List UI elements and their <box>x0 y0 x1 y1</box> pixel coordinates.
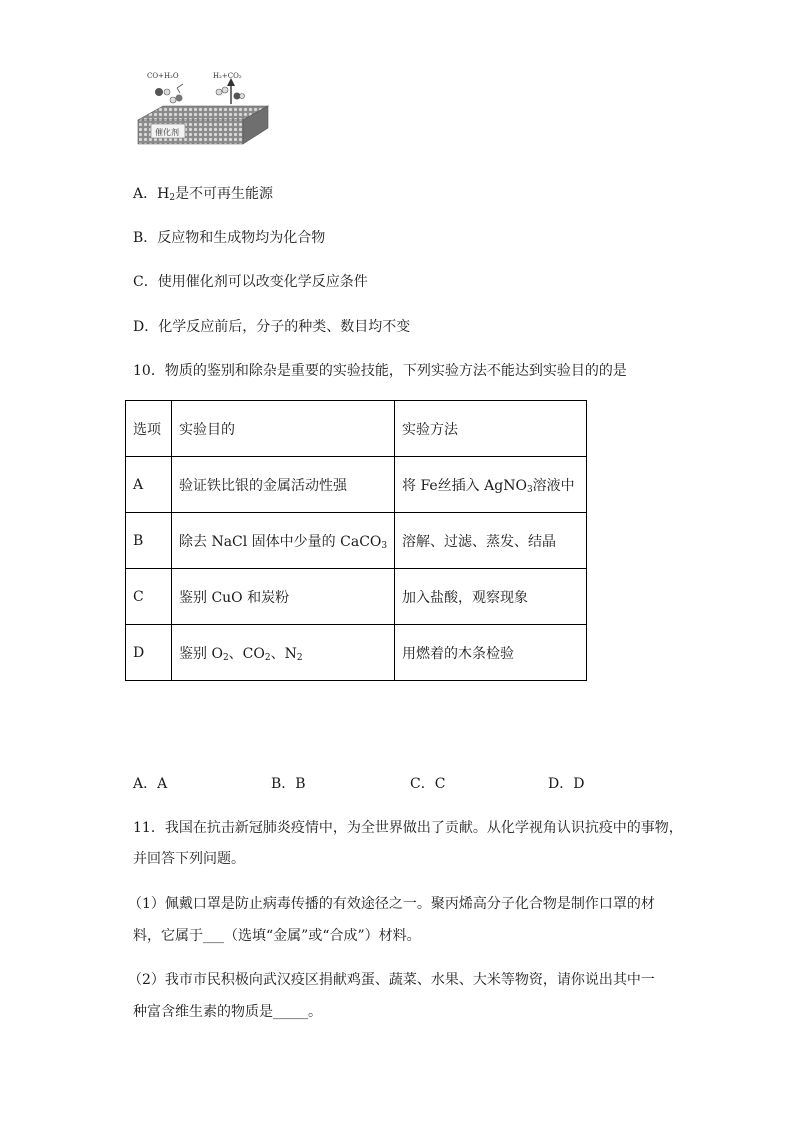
row-option: D <box>126 625 172 681</box>
q10-choice-d: D．D <box>548 776 585 792</box>
catalyst-label: 催化剂 <box>155 128 179 137</box>
q10-choice-a: A．A <box>133 776 168 792</box>
q9-option-d: D．化学反应前后，分子的种类、数目均不变 <box>133 319 411 335</box>
row-option: B <box>126 513 172 569</box>
q11-part1-line1: （1）佩戴口罩是防止病毒传播的有效途径之一。聚丙烯高分子化合物是制作口罩的材 <box>128 896 655 912</box>
row-purpose: 除去 NaCl 固体中少量的 CaCO$_3$ <box>172 513 395 569</box>
row-purpose: 验证铁比银的金属活动性强 <box>172 457 395 513</box>
row-method: 用燃着的木条检验 <box>395 625 587 681</box>
table-header-row <box>126 401 587 457</box>
reactants-label: CO+H₂O <box>147 72 179 80</box>
q10-choice-c: C．C <box>410 776 446 792</box>
q9-option-b: B．反应物和生成物均为化合物 <box>133 230 326 246</box>
table-row <box>126 625 587 681</box>
row-method: 溶解、过滤、蒸发、结晶 <box>395 513 587 569</box>
products-label: H₂+CO₂ <box>213 72 242 80</box>
row-method: 将 Fe丝插入 AgNO$_3$溶液中 <box>395 457 587 513</box>
q10-stem: 10．物质的鉴别和除杂是重要的实验技能，下列实验方法不能达到实验目的的是 <box>133 363 627 379</box>
q9-option-c: C．使用催化剂可以改变化学反应条件 <box>133 274 368 290</box>
header-option: 选项 <box>126 401 172 457</box>
table-row <box>126 513 587 569</box>
row-option: C <box>126 569 172 625</box>
q11-part2-line1: （2）我市市民积极向武汉疫区捐献鸡蛋、蔬菜、水果、大米等物资，请你说出其中一 <box>128 972 655 988</box>
experiment-table <box>125 400 587 681</box>
q10-choice-b: B．B <box>271 776 306 792</box>
header-method: 实验方法 <box>395 401 587 457</box>
row-purpose: 鉴别 CuO 和炭粉 <box>172 569 395 625</box>
q11-stem-line1: 11．我国在抗击新冠肺炎疫情中，为全世界做出了贡献。从化学视角认识抗疫中的事物， <box>133 820 683 836</box>
row-option: A <box>126 457 172 513</box>
q11-stem-line2: 并回答下列问题。 <box>133 851 245 867</box>
q9-option-a: A．$H_2$是不可再生能源 <box>133 186 274 203</box>
row-purpose: 鉴别 $O_2$、$CO_2$、$N_2$ <box>172 625 395 681</box>
catalyst-figure <box>133 62 273 162</box>
q11-part2-line2: 种富含维生素的物质是_____。 <box>133 1004 322 1020</box>
table-row <box>126 569 587 625</box>
header-purpose: 实验目的 <box>172 401 395 457</box>
table-row <box>126 457 587 513</box>
q11-part1-line2: 料，它属于___（选填“金属”或“合成”）材料。 <box>133 928 421 944</box>
row-method: 加入盐酸，观察现象 <box>395 569 587 625</box>
